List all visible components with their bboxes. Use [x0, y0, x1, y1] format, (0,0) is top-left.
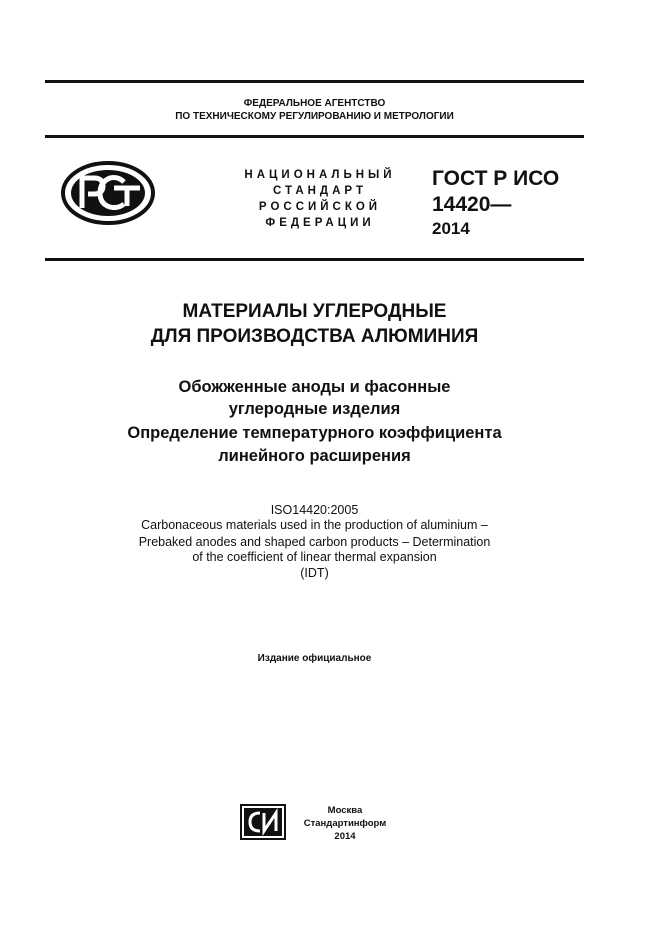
iso-ref-line-5: (IDT)	[300, 566, 329, 580]
title-sub-line-1: Обожженные аноды и фасонные	[178, 378, 451, 396]
edition-label: Издание официальное	[257, 653, 372, 664]
iso-ref-line-1: ISO14420:2005	[270, 503, 359, 517]
rst-logo-icon	[60, 160, 156, 226]
publisher-city: Москва	[327, 805, 363, 816]
title-sub-line-3: Определение температурного коэффициента	[127, 424, 502, 442]
publisher-name: Стандартинформ	[303, 818, 387, 829]
standard-type-line-2: СТАНДАРТ	[273, 185, 367, 197]
standartinform-logo-icon	[240, 804, 286, 840]
designation-line-3: 2014	[432, 219, 470, 238]
standard-type-line-3: РОССИЙСКОЙ	[258, 201, 382, 213]
top-rule	[45, 80, 584, 83]
title-main-line-1: МАТЕРИАЛЫ УГЛЕРОДНЫЕ	[182, 301, 447, 322]
title-main-line-2: ДЛЯ ПРОИЗВОДСТВА АЛЮМИНИЯ	[150, 326, 479, 347]
header-bottom-rule	[45, 258, 584, 261]
agency-bottom-rule	[45, 135, 584, 138]
iso-ref-line-4: of the coefficient of linear thermal expansion	[192, 550, 437, 564]
title-sub-line-4: линейного расширения	[218, 447, 411, 465]
standard-type-line-1: НАЦИОНАЛЬНЫЙ	[244, 169, 396, 181]
standard-type-line-4: ФЕДЕРАЦИИ	[265, 217, 375, 229]
title-sub-line-2: углеродные изделия	[228, 400, 401, 418]
designation-line-1: ГОСТ Р ИСО	[432, 167, 560, 190]
agency-line-2: ПО ТЕХНИЧЕСКОМУ РЕГУЛИРОВАНИЮ И МЕТРОЛОГИИ	[175, 111, 454, 122]
agency-line-1: ФЕДЕРАЛЬНОЕ АГЕНТСТВО	[243, 98, 386, 109]
designation-line-2: 14420—	[432, 193, 512, 216]
iso-ref-line-3: Prebaked anodes and shaped carbon products – Determination	[138, 535, 491, 549]
publisher-year: 2014	[334, 831, 356, 842]
iso-ref-line-2: Carbonaceous materials used in the production of aluminium –	[141, 518, 488, 532]
